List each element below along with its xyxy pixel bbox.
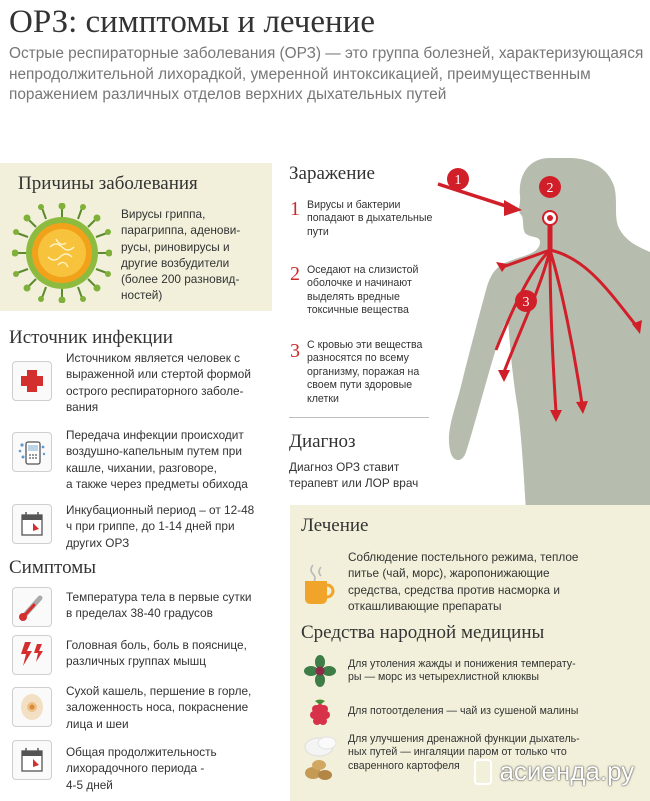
step-text: Оседают на слизистой оболочке и начинают выделять вредные токсичные вещества [307, 264, 419, 317]
symptom-item-text: Общая продолжительность лихорадочного периода - 4-5 дней [66, 745, 217, 792]
tea-cup-icon [301, 563, 337, 607]
infection-title: Заражение [289, 163, 375, 184]
face-icon [12, 687, 52, 727]
source-item-text: Инкубационный период – от 12-48 ч при гриппе, до 1-14 дней при других ОРЗ [66, 503, 255, 550]
folk-item-text: Для утоления жажды и понижения температу- ры — морс из четырехлистной клюквы [348, 658, 576, 684]
body-marker-3: 3 [522, 295, 530, 310]
cranberry-icon [304, 655, 336, 687]
symptom-item-text: Головная боль, боль в пояснице, различных группах мышц [66, 638, 247, 669]
step-text: С кровью эти вещества разносятся по всему организму, поражая на своем пути здоровые клетки [307, 339, 423, 405]
causes-text: Вирусы гриппа, парагриппа, аденови- русы, риновирусы и другие возбудители (более 200 разновид- ностей) [121, 207, 241, 303]
page-title: ОРЗ: симптомы и лечение [9, 4, 375, 40]
folk-item-text: Для потоотделения — чай из сушеной малины [348, 705, 579, 717]
step-number: 3 [290, 340, 300, 362]
symptom-item-text: Сухой кашель, першение в горле, заложенность носа, покраснение лица и шеи [66, 684, 252, 731]
lead-text: Острые респираторные заболевания (ОРЗ) — это группа болезней, характеризующаяся непродолжительной лихорадкой, умеренной интоксикацией, преимущественным поражением различных отделов верхних дыхательных путей [9, 45, 644, 103]
treatment-title: Лечение [301, 515, 369, 536]
step-text: Вирусы и бактерии попадают в дыхательные пути [307, 199, 433, 238]
folk-title: Средства народной медицины [301, 622, 545, 643]
diagnosis-text: Диагноз ОРЗ ставит терапевт или ЛОР врач [289, 460, 419, 491]
step-number: 2 [290, 263, 300, 285]
phone-icon [12, 432, 52, 472]
step-number: 1 [290, 198, 300, 220]
symptoms-title: Симптомы [9, 557, 97, 578]
treatment-text: Соблюдение постельного режима, теплое питье (чай, морс), жаропонижающие средства, средства против насморка и откашливающие препараты [348, 550, 579, 613]
watermark: асиенда.ру [474, 756, 634, 787]
diagnosis-title: Диагноз [289, 431, 356, 452]
divider [289, 417, 429, 418]
lightning-pain-icon [12, 635, 52, 675]
causes-title: Причины заболевания [18, 173, 198, 194]
virus-icon [12, 203, 112, 303]
raspberry-icon [305, 697, 335, 727]
calendar-icon [12, 740, 52, 780]
thermometer-icon [12, 587, 52, 627]
source-item-text: Источником является человек с выраженной или стертой формой острого респираторного заболе- вания [66, 351, 251, 414]
first-aid-cross-icon [12, 361, 52, 401]
body-marker-1: 1 [454, 173, 462, 188]
potato-steam-icon [299, 735, 343, 783]
watermark-logo-icon [474, 759, 492, 785]
source-item-text: Передача инфекции происходит воздушно-капельным путем при кашле, чихании, разговоре, а также через предметы обихода [66, 428, 248, 491]
symptom-item-text: Температура тела в первые сутки в пределах 38-40 градусов [66, 590, 252, 621]
folk-item-text: Для улучшения дренажной функции дыхатель- ных путей — ингаляции паром от только что сваренного картофеля [348, 733, 580, 772]
calendar-icon [12, 504, 52, 544]
source-title: Источник инфекции [9, 327, 173, 348]
body-figure [400, 150, 650, 510]
body-marker-2: 2 [546, 181, 554, 196]
